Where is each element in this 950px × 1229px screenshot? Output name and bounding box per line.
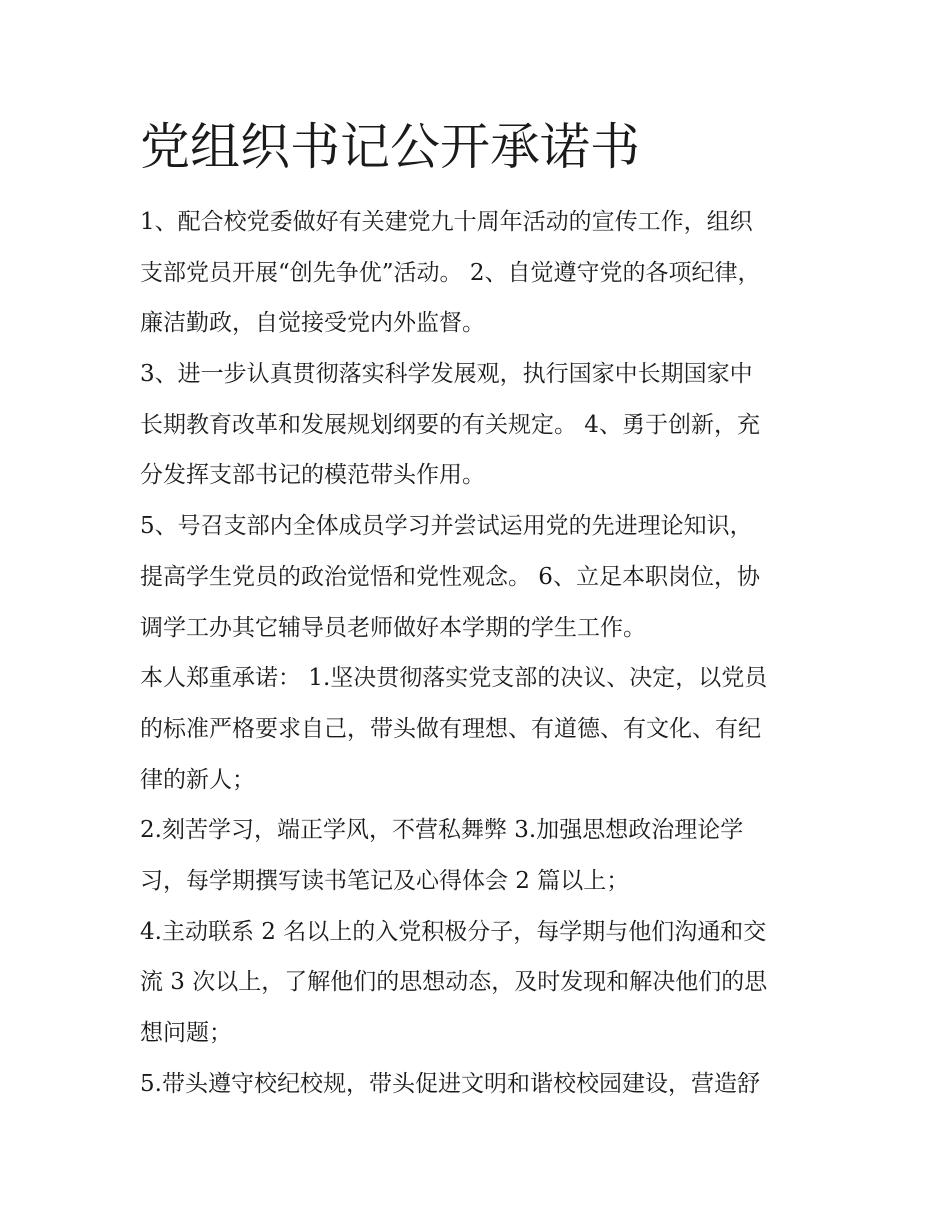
body-line: 5、号召支部内全体成员学习并尝试运用党的先进理论知识， <box>140 513 753 540</box>
body-line: 廉洁勤政，自觉接受党内外监督。 <box>140 310 485 337</box>
body-line: 1、配合校党委做好有关建党九十周年活动的宣传工作，组织 <box>140 209 753 235</box>
document-body <box>140 197 830 1109</box>
body-line: 本人郑重承诺： 1.坚决贯彻落实党支部的决议、决定，以党员 <box>140 665 768 692</box>
body-line: 长期教育改革和发展规划纲要的有关规定。 4、勇于创新，充 <box>140 411 760 438</box>
body-line: 4.主动联系 2 名以上的入党积极分子，每学期与他们沟通和交 <box>140 918 767 945</box>
body-line: 5.带头遵守校纪校规，带头促进文明和谐校校园建设，营造舒 <box>140 1070 760 1097</box>
body-line: 调学工办其它辅导员老师做好本学期的学生工作。 <box>140 614 646 641</box>
body-line: 提高学生党员的政治觉悟和党性观念。 6、立足本职岗位，协 <box>140 563 760 590</box>
body-line: 习，每学期撰写读书笔记及心得体会 2 篇以上； <box>140 867 630 894</box>
body-line: 2.刻苦学习，端正学风，不营私舞弊 3.加强思想政治理论学 <box>140 817 744 844</box>
body-line: 支部党员开展“创先争优”活动。 2、自觉遵守党的各项纪律， <box>140 259 761 286</box>
body-line: 想问题； <box>140 1020 232 1046</box>
body-line: 流 3 次以上，了解他们的思想动态，及时发现和解决他们的思 <box>140 969 768 996</box>
body-line: 律的新人； <box>140 766 255 793</box>
body-line: 3、进一步认真贯彻落实科学发展观，执行国家中长期国家中 <box>140 361 753 388</box>
body-line: 分发挥支部书记的模范带头作用。 <box>140 462 485 489</box>
body-line: 的标准严格要求自己，带头做有理想、有道德、有文化、有纪 <box>140 715 761 742</box>
document-title: 党组织书记公开承诺书 <box>140 118 640 176</box>
